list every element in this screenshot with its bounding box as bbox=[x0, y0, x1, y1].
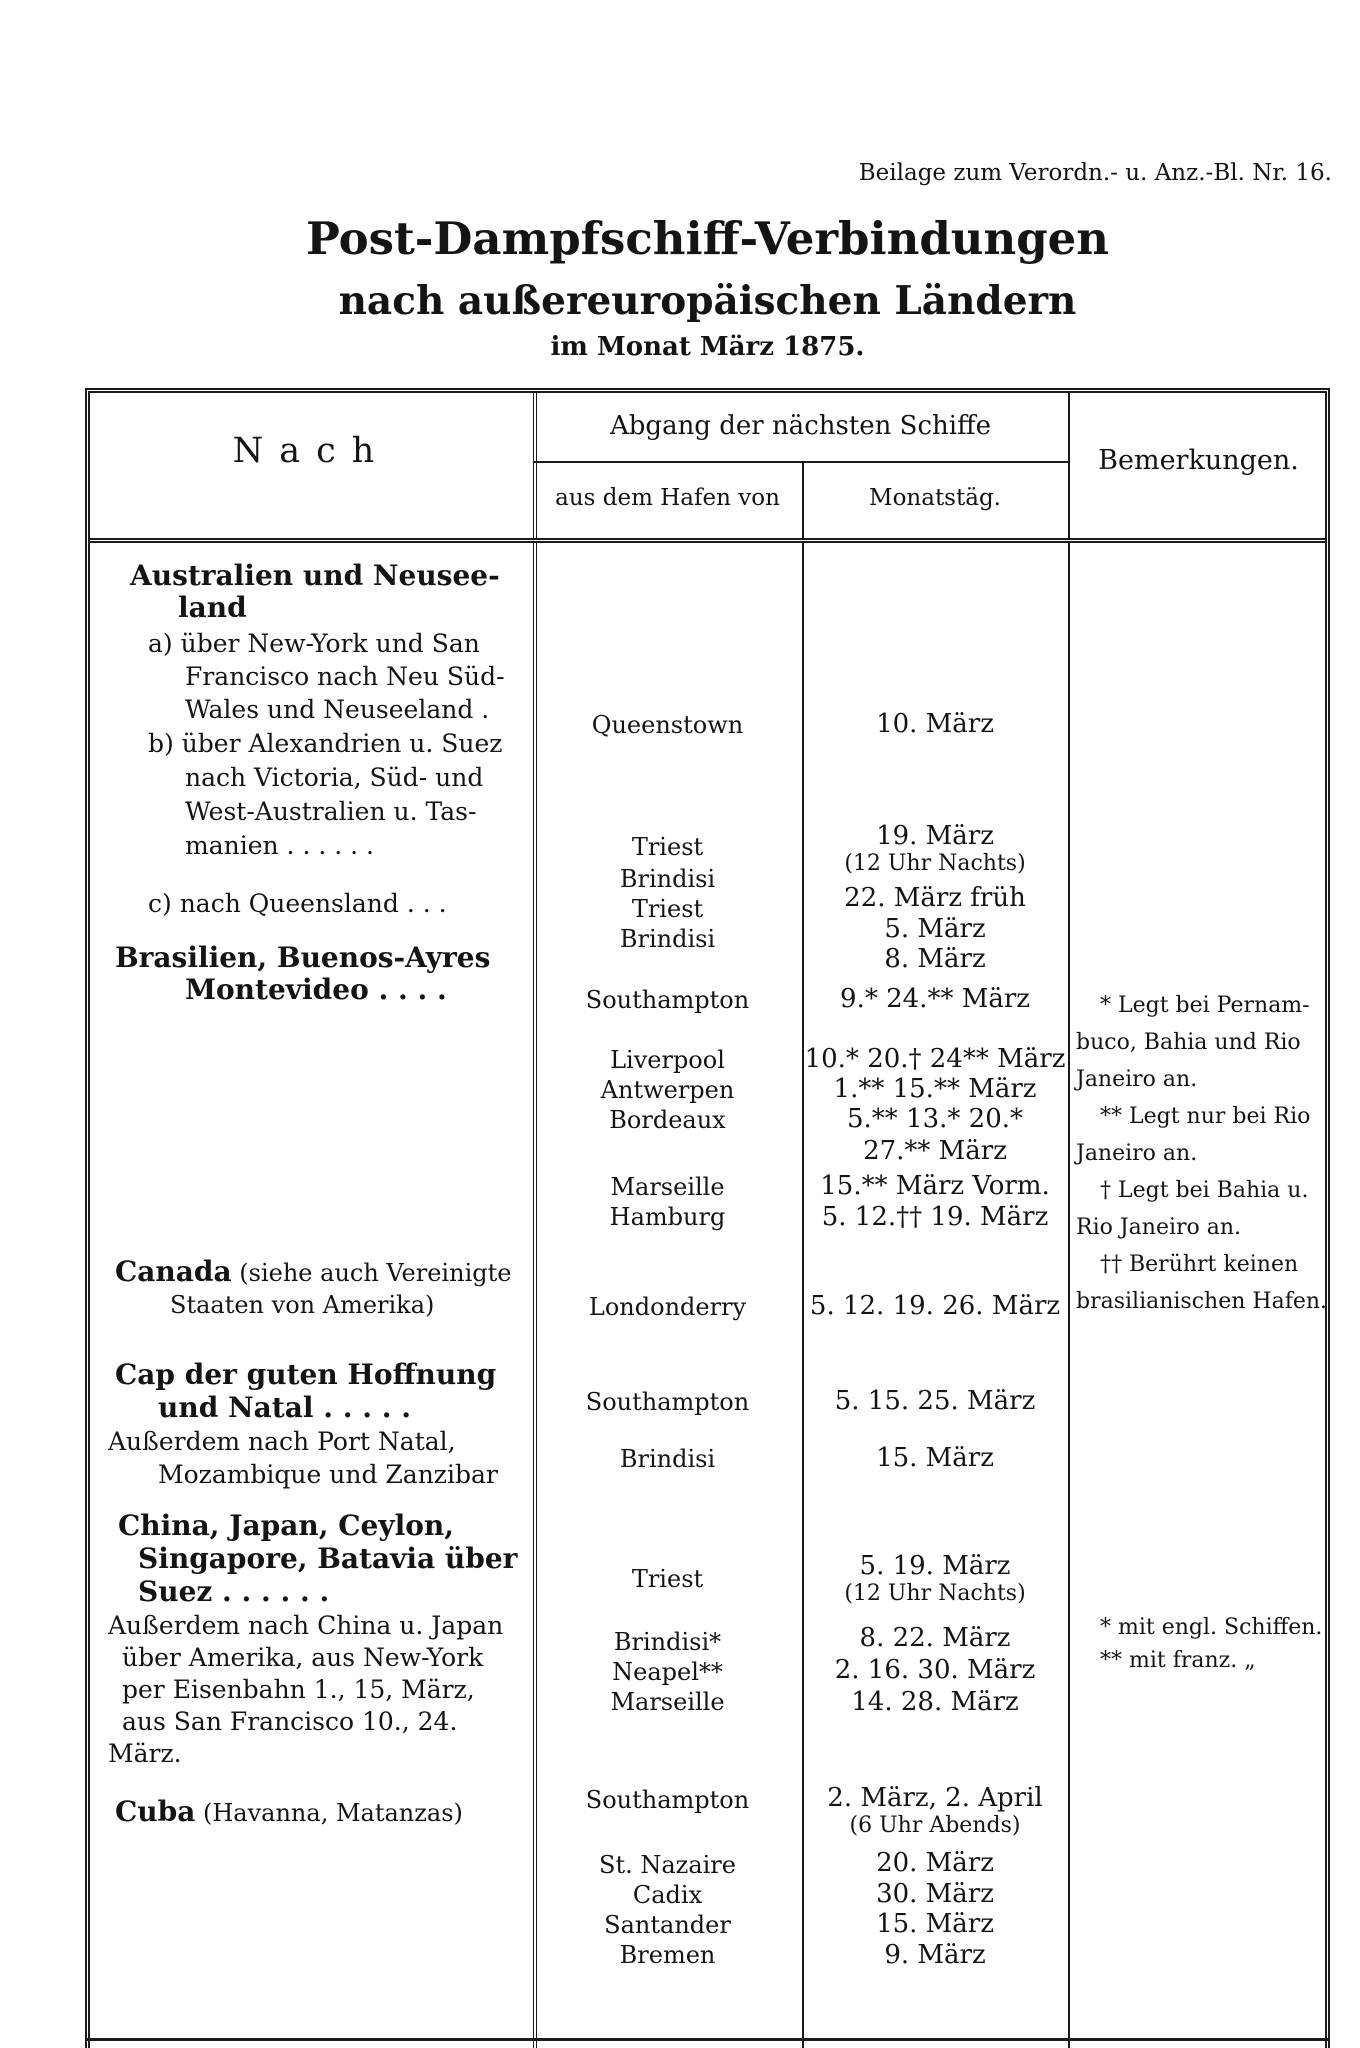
destination-line: aus San Francisco 10., 24. bbox=[122, 1707, 458, 1736]
destination-line: Suez . . . . . . bbox=[138, 1575, 330, 1608]
destination-line: a) über New-York und San bbox=[148, 629, 480, 658]
column-header-remarks: Bemerkungen. bbox=[1098, 445, 1299, 476]
destination-line: Außerdem nach China u. Japan bbox=[108, 1611, 504, 1640]
header-divider-3 bbox=[1068, 393, 1070, 538]
port-cell: Triest bbox=[631, 833, 704, 861]
date-cell: 9.* 24.** März bbox=[840, 984, 1030, 1014]
date-cell: 15.** März Vorm. bbox=[820, 1171, 1050, 1201]
destination-line: Mozambique und Zanzibar bbox=[158, 1460, 498, 1489]
port-cell: Triest bbox=[631, 1565, 704, 1593]
header-subrule bbox=[533, 461, 1068, 463]
destination-line bbox=[115, 1795, 463, 1828]
port-cell: Liverpool bbox=[610, 1046, 725, 1074]
remark-line: Janeiro an. bbox=[1076, 1141, 1198, 1166]
port-cell: Santander bbox=[604, 1911, 731, 1939]
date-cell: 14. 28. März bbox=[851, 1687, 1019, 1717]
destination-line: Staaten von Amerika) bbox=[170, 1291, 435, 1319]
destination-line: März. bbox=[108, 1739, 182, 1768]
destination-line: Außerdem nach Port Natal, bbox=[108, 1427, 456, 1456]
port-cell: Brindisi bbox=[619, 1445, 716, 1473]
date-cell: 19. März bbox=[876, 821, 994, 851]
port-cell: Brindisi* bbox=[613, 1628, 722, 1656]
date-cell: 2. 16. 30. März bbox=[834, 1655, 1036, 1685]
port-cell: Marseille bbox=[610, 1688, 725, 1716]
date-cell: 1.** 15.** März bbox=[833, 1074, 1037, 1104]
remark-line: * mit engl. Schiffen. bbox=[1100, 1615, 1323, 1640]
port-cell: Brindisi bbox=[619, 865, 716, 893]
page-subtitle: nach außereuropäischen Ländern bbox=[338, 278, 1077, 324]
destination-line: Wales und Neuseeland . bbox=[185, 695, 490, 724]
date-cell: 5. 12.†† 19. März bbox=[821, 1202, 1049, 1232]
remark-line: Janeiro an. bbox=[1076, 1067, 1198, 1092]
destination-bold: Cuba bbox=[115, 1795, 196, 1828]
date-cell: 5. 15. 25. März bbox=[834, 1386, 1036, 1416]
destination-line: c) nach Queensland . . . bbox=[148, 889, 447, 918]
date-cell: 5. März bbox=[884, 914, 986, 944]
port-cell: Southampton bbox=[585, 1786, 750, 1814]
destination-line: Montevideo . . . . bbox=[185, 973, 447, 1006]
destination-line: land bbox=[178, 591, 247, 624]
destination-line bbox=[115, 1255, 511, 1288]
header-divider-2 bbox=[802, 463, 804, 538]
date-cell: (12 Uhr Nachts) bbox=[844, 1581, 1026, 1606]
port-cell: St. Nazaire bbox=[599, 1851, 736, 1879]
destination-line: Australien und Neusee- bbox=[130, 559, 500, 592]
remark-line: † Legt bei Bahia u. bbox=[1100, 1178, 1309, 1203]
remark-line: brasilianischen Hafen. bbox=[1076, 1289, 1328, 1314]
date-cell: 10. März bbox=[876, 709, 994, 739]
remark-line: ** mit franz. „ bbox=[1100, 1648, 1256, 1673]
port-cell: Hamburg bbox=[609, 1203, 726, 1231]
column-header-destination: Nach bbox=[232, 431, 391, 471]
destination-line: Singapore, Batavia über bbox=[138, 1542, 518, 1575]
page-date-line: im Monat März 1875. bbox=[550, 332, 865, 362]
page-title: Post-Dampfschiff-Verbindungen bbox=[305, 212, 1110, 265]
remark-line: Rio Janeiro an. bbox=[1076, 1215, 1242, 1240]
date-cell: 27.** März bbox=[863, 1136, 1007, 1166]
header-divider-1 bbox=[533, 393, 537, 538]
column-header-port: aus dem Hafen von bbox=[555, 485, 780, 511]
port-cell: Bremen bbox=[619, 1941, 716, 1969]
port-cell: Southampton bbox=[585, 986, 750, 1014]
date-cell: 9. März bbox=[884, 1940, 986, 1970]
destination-line: nach Victoria, Süd- und bbox=[185, 763, 484, 792]
table-header bbox=[90, 393, 1325, 543]
destination-rest: (siehe auch Vereinigte bbox=[231, 1259, 512, 1287]
column-header-day: Monatstäg. bbox=[869, 485, 1001, 511]
port-cell: Brindisi bbox=[619, 925, 716, 953]
remark-line: ** Legt nur bei Rio bbox=[1100, 1104, 1311, 1129]
date-cell: 8. März bbox=[884, 944, 986, 974]
date-cell: 5. 19. März bbox=[859, 1551, 1011, 1581]
destination-bold: Canada bbox=[115, 1255, 232, 1288]
destination-line: und Natal . . . . . bbox=[158, 1391, 411, 1424]
remark-line: buco, Bahia und Rio bbox=[1076, 1030, 1301, 1055]
remark-line: * Legt bei Pernam- bbox=[1100, 993, 1310, 1018]
port-cell: Londonderry bbox=[588, 1293, 747, 1321]
table-bottom-rule bbox=[85, 2038, 1330, 2041]
port-cell: Queenstown bbox=[591, 711, 744, 739]
port-cell: Antwerpen bbox=[600, 1076, 735, 1104]
date-cell: 8. 22. März bbox=[859, 1623, 1011, 1653]
table-body bbox=[90, 543, 1328, 2048]
date-cell: 5.** 13.* 20.* bbox=[846, 1104, 1024, 1134]
port-cell: Neapel** bbox=[612, 1658, 723, 1686]
destination-line: Francisco nach Neu Süd- bbox=[185, 662, 505, 691]
destination-rest: (Havanna, Matanzas) bbox=[195, 1799, 463, 1827]
column-header-departure-group: Abgang der nächsten Schiffe bbox=[610, 411, 991, 441]
date-cell: (12 Uhr Nachts) bbox=[844, 851, 1026, 876]
destination-line: per Eisenbahn 1., 15, März, bbox=[122, 1675, 475, 1704]
header-note: Beilage zum Verordn.- u. Anz.-Bl. Nr. 16. bbox=[858, 160, 1332, 186]
date-cell: 20. März bbox=[876, 1848, 994, 1878]
timetable bbox=[85, 388, 1330, 2048]
date-cell: 15. März bbox=[876, 1443, 994, 1473]
destination-line: Cap der guten Hoffnung bbox=[115, 1358, 497, 1391]
date-cell: 10.* 20.† 24** März bbox=[804, 1044, 1066, 1074]
destination-line: China, Japan, Ceylon, bbox=[118, 1509, 455, 1542]
body-divider-3 bbox=[1068, 543, 1070, 2048]
remark-line: †† Berührt keinen bbox=[1100, 1252, 1299, 1277]
date-cell: (6 Uhr Abends) bbox=[849, 1813, 1021, 1838]
destination-line: über Amerika, aus New-York bbox=[122, 1643, 484, 1672]
date-cell: 30. März bbox=[876, 1879, 994, 1909]
port-cell: Cadix bbox=[632, 1881, 703, 1909]
port-cell: Bordeaux bbox=[609, 1106, 726, 1134]
destination-line: West-Australien u. Tas- bbox=[185, 797, 477, 826]
port-cell: Southampton bbox=[585, 1388, 750, 1416]
date-cell: 5. 12. 19. 26. März bbox=[809, 1291, 1061, 1321]
destination-line: b) über Alexandrien u. Suez bbox=[148, 729, 503, 758]
port-cell: Marseille bbox=[610, 1173, 725, 1201]
date-cell: 22. März früh bbox=[844, 883, 1026, 913]
destination-line: manien . . . . . . bbox=[185, 831, 374, 860]
date-cell: 2. März, 2. April bbox=[827, 1783, 1043, 1813]
date-cell: 15. März bbox=[876, 1909, 994, 1939]
destination-line: Brasilien, Buenos-Ayres bbox=[115, 941, 491, 974]
port-cell: Triest bbox=[631, 895, 704, 923]
